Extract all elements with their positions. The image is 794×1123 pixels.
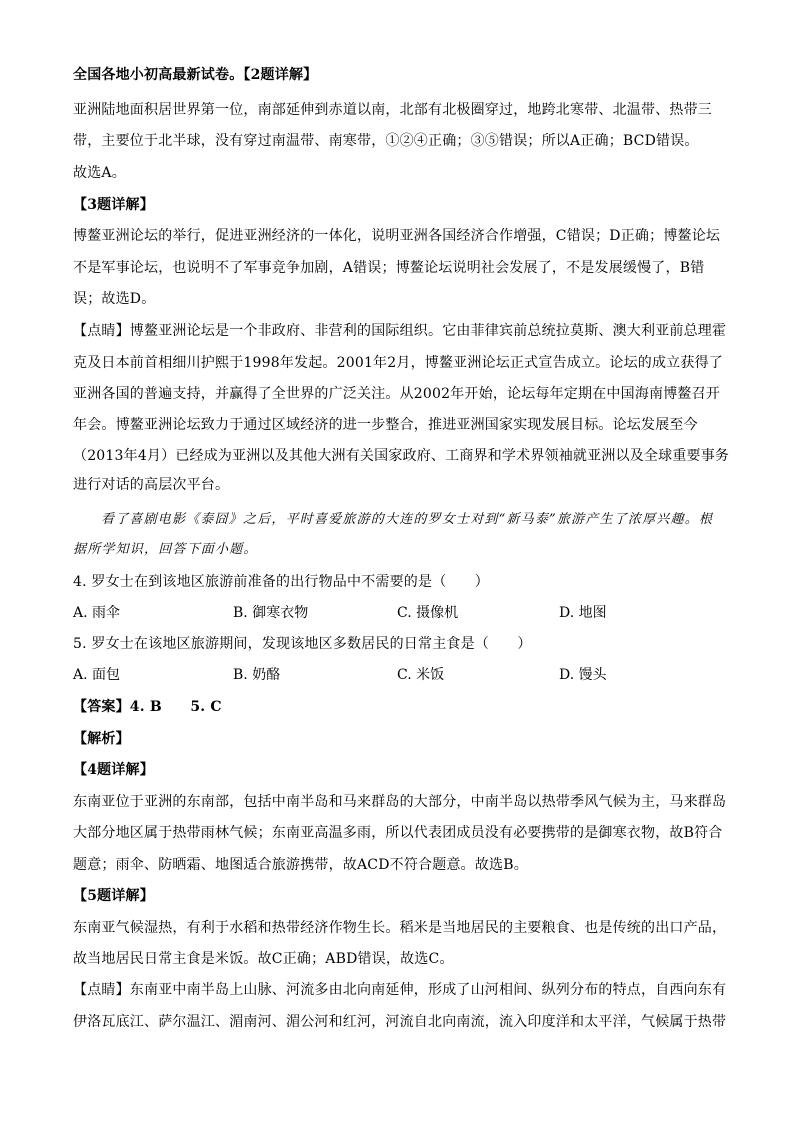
answer-option: A. 雨伞 (73, 605, 121, 621)
text-line: 不是军事论坛，也说明不了军事竞争加剧，A错误；博鳌论坛说明社会发展了，不是发展缓慢了，B错 (73, 260, 705, 276)
text-line: 大部分地区属于热带雨林气候；东南亚高温多雨，所以代表团成员没有必要携带的是御寒衣物，故B符合 (73, 825, 723, 841)
text-line: 4. 罗女士在到该地区旅游前准备的出行物品中不需要的是（ ） (73, 574, 490, 590)
question-stem: 据所学知识，回答下面小题。 (73, 542, 258, 557)
text-line: 亚洲各国的普遍支持，并赢得了全世界的广泛关注。从2002年开始，论坛每年定期在中国海南博鳌召开 (73, 386, 721, 402)
text-line: 年会。博鳌亚洲论坛致力于通过区域经济的进一步整合，推进亚洲国家实现发展目标。论坛发展至今 (73, 417, 698, 433)
text-line: 5. 罗女士在该地区旅游期间，发现该地区多数居民的日常主食是（ ） (73, 636, 532, 652)
text-line: 东南亚气候湿热，有利于水稻和热带经济作物生长。稻米是当地居民的主要粮食、也是传统的出口产品， (73, 920, 727, 936)
text-line: （2013年4月）已经成为亚洲以及其他大洲有关国家政府、工商界和学术界领袖就亚洲以及全球重要事务 (73, 448, 730, 464)
text-line: 克及日本前首相细川护熙于1998年发起。2001年2月，博鳌亚洲论坛正式宣告成立。论坛的成立获得了 (73, 355, 723, 371)
text-line: 【点睛】博鳌亚洲论坛是一个非政府、非营利的国际组织。它由菲律宾前总统拉莫斯、澳大利亚前总理霍 (73, 323, 727, 339)
answer-option: A. 面包 (73, 667, 121, 683)
text-line: 故选A。 (73, 165, 126, 181)
answer-option: B. 御寒衣物 (233, 605, 309, 621)
section-heading: 【5题详解】 (73, 888, 154, 904)
text-line: 东南亚位于亚洲的东南部，包括中南半岛和马来群岛的大部分，中南半岛以热带季风气候为主，马来群岛 (73, 794, 727, 810)
section-heading: 全国各地小初高最新试卷。【2题详解】 (73, 67, 318, 83)
question-stem: 看了喜剧电影《泰囧》之后，平时喜爱旅游的大连的罗女士对到“新马泰”旅游产生了浓厚兴趣。根 (101, 512, 714, 527)
text-line: 误；故选D。 (73, 291, 156, 307)
text-line: 【点睛】东南亚中南半岛上山脉、河流多由北向南延伸，形成了山河相间、纵列分布的特点，自西向东有 (73, 982, 727, 998)
section-heading: 【4题详解】 (73, 762, 154, 778)
answer-option: B. 奶酪 (233, 667, 281, 683)
answer-option: C. 摄像机 (397, 605, 459, 621)
text-line: 进行对话的高层次平台。 (73, 477, 230, 493)
text-line: 亚洲陆地面积居世界第一位，南部延伸到赤道以南，北部有北极圈穿过，地跨北寒带、北温带、热带三 (73, 102, 712, 118)
answer-option: D. 地图 (559, 605, 607, 621)
section-heading: 【3题详解】 (73, 197, 154, 213)
section-heading: 【解析】 (73, 731, 130, 747)
text-line: 带，主要位于北半球，没有穿过南温带、南寒带，①②④正确；③⑤错误；所以A正确；BCD错误。 (73, 133, 699, 149)
section-heading: 【答案】4. B 5. C (73, 699, 222, 715)
answer-option: D. 馒头 (559, 667, 607, 683)
answer-option: C. 米饭 (397, 667, 445, 683)
text-line: 故当地居民日常主食是米饭。故C正确；ABD错误，故选C。 (73, 951, 454, 967)
text-line: 博鳌亚洲论坛的举行，促进亚洲经济的一体化，说明亚洲各国经济合作增强，C错误；D正确；博鳌论坛 (73, 228, 721, 244)
text-line: 伊洛瓦底江、萨尔温江、湄南河、湄公河和红河，河流自北向南流，流入印度洋和太平洋，气候属于热带 (73, 1014, 727, 1030)
text-line: 题意；雨伞、防晒霜、地图适合旅游携带，故ACD不符合题意。故选B。 (73, 857, 528, 873)
